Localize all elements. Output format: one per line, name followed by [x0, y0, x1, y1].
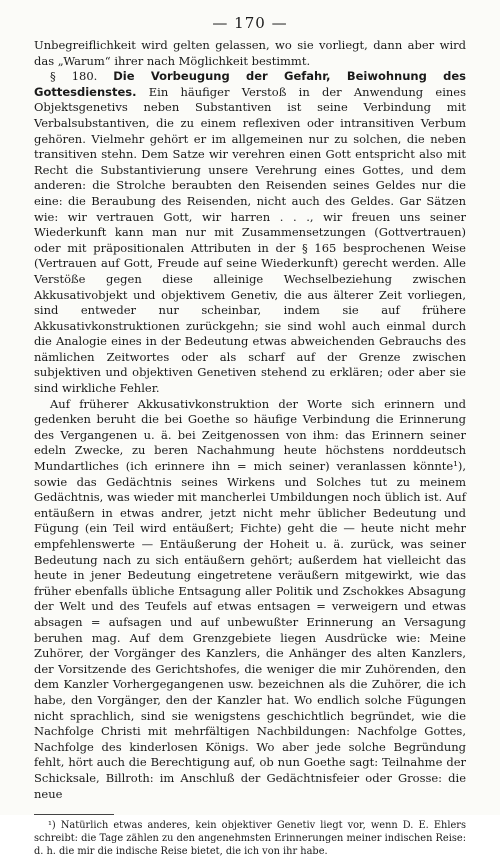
- footnote: [34, 819, 466, 858]
- paragraph-body: Auf früherer Akkusativkonstruktion der Worte sich erinnern und gedenken beruht die bei Goethe so häufige Verbindung die Erinnerung des Vergangenen u. ä. bei Zeitgenossen von ihm: das Erinnern seiner edeln Zwecke, zu beren Nachahmung heute höchstens norddeutsch Mundartliches (ich erinnere ihn = mich seiner) veranlassen könnte¹), sowie das Gedächtnis seines Wirkens und Solches tut zu meinem Gedächtnis, was wieder mit mancherlei Umbildungen noch üblich ist. Auf entäußern in etwas andrer, jetzt nicht mehr üblicher Bedeutung und Fügung (ein Teil wird entäußert; Fichte) geht die — heute nicht mehr empfehlenswerte — Entäußerung der Hoheit u. ä. zurück, was seiner Bedeutung nach zu sich entäußern gehört; außerdem hat vielleicht das heute in jener Bedeutung eingetretene veräußern mitgewirkt, wie das früher ebenfalls übliche Entsagung aller Politik und Zschokkes Absagung der Welt und des Teufels auf etwas entsagen = verweigern und etwas absagen = aufsagen und auf unbewußter Erinnerung an Versagung beruhen mag. Auf dem Grenzgebiete liegen Ausdrücke wie: Meine Zuhörer, der Vorgänger des Kanzlers, die Anhänger des alten Kanzlers, der Vorsitzende des Gerichtshofes, die weniger die mir Zuhörenden, den dem Kanzler Vorhergegangenen usw. bezeichnen als die Zuhörer, die ich habe, den Vorgänger, den der Kanzler hat. Wo endlich solche Fügungen nicht sprachlich, sind sie wenigstens geschichtlich begründet, wie die Nachfolge Christi mit mehrfältigen Nachbildungen: Nachfolge Gottes, Nachfolge des kinderlosen Königs. Wo aber jede solche Begründung fehlt, hört auch die Berechtigung auf, ob nun Goethe sagt: Teilnahme der Schicksale, Billroth: im Anschluß der Gedächtnisfeier oder Grosse: die neue: [34, 396, 466, 801]
- section-paragraph: [34, 69, 466, 396]
- section-title: Die Vorbeugung der Gefahr, Beiwohnung des Gottesdienstes.: [34, 69, 467, 99]
- section-body: Ein häufiger Verstoß in der Anwendung eines Objektsgenetivs neben Substantiven ist seine Verbindung mit Verbalsubstantiven, die zu einem reflexiven oder intransitiven Verbum gehören. Vielmehr gehört er im allgemeinen nur zu solchen, die neben transitiven stehn. Dem Satze wir verehren einen Gott entspricht also mit Recht die Substantivierung unsere Verehrung eines Gottes, und dem anderen: die Strolche beraubten den Reisenden seines Geldes nur die eine: die Beraubung des Reisenden, nicht auch des Geldes. Gar Sätzen wie: wir vertrauen Gott, wir harren . . ., wir freuen uns seiner Wiederkunft kann man nur mit Zusammensetzungen (Gottvertrauen) oder mit präpositionalen Attributen in der § 165 besprochenen Weise (Vertrauen auf Gott, Freude auf seine Wiederkunft) gerecht werden. Alle Verstöße gegen diese alleinige Wechselbeziehung zwischen Akkusativobjekt und objektivem Genetiv, die aus älterer Zeit vorliegen, sind entweder nur scheinbar, indem sie auf frühere Akkusativkonstruktionen zurückgehn; sie sind wohl auch einmal durch die Analogie eines in der Bedeutung etwas abweichenden Gebrauchs des nämlichen Zeitwortes oder als scharf auf der Grenze zwischen subjektiven und objektiven Genetiven stehend zu erklären; oder aber sie sind wirkliche Fehler.: [34, 84, 467, 396]
- main-text: [34, 38, 466, 802]
- page-number: — 170 —: [212, 14, 288, 32]
- section-number: § 180.: [50, 69, 98, 84]
- paragraph-continuation: Unbegreiflichkeit wird gelten gelassen, wo sie vorliegt, dann aber wird das „Warum“ ihrer nach Möglichkeit bestimmt.: [34, 38, 466, 68]
- footnote-text: ¹) Natürlich etwas anderes, kein objektiver Genetiv liegt vor, wenn D. E. Ehlers schreibt: die Tage zählen zu den angenehmsten Erinnerungen meiner indischen Reise: d. h. die mir die indische Reise bietet, die ich von ihr habe.: [34, 820, 466, 858]
